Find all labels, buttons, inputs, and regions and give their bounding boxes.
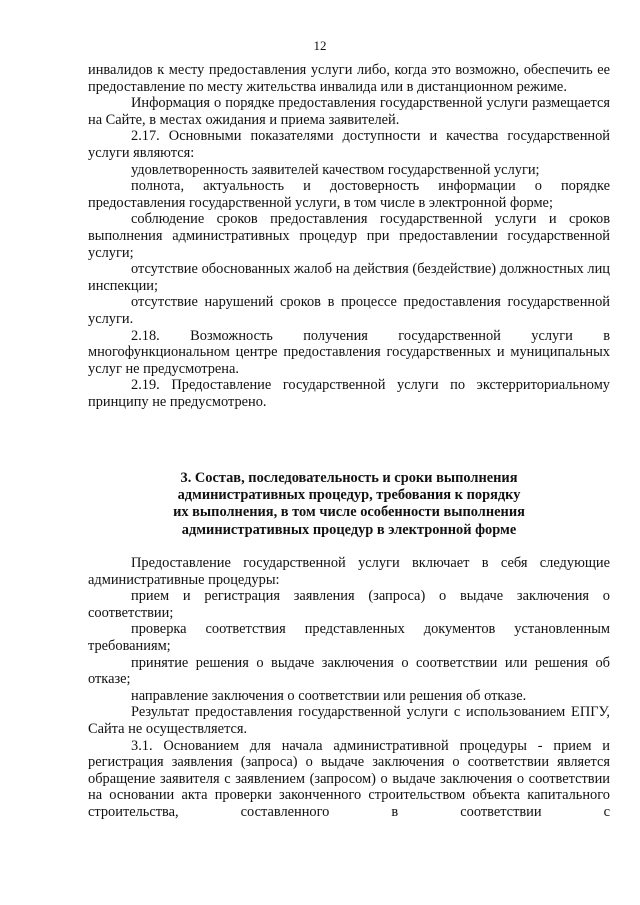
paragraph: направление заключения о соответствии или решения об отказе.	[131, 687, 527, 704]
paragraph: Предоставление государственной услуги включает в себя следующие административные процедуры:	[88, 555, 610, 588]
paragraph: отсутствие нарушений сроков в процессе предоставления государственной услуги.	[88, 294, 610, 327]
paragraph: Результат предоставления государственной услуги с использованием ЕПГУ, Сайта не осуществляется.	[88, 704, 610, 737]
paragraph: 2.19. Предоставление государственной услуги по экстерриториальному принципу не предусмотрено.	[88, 377, 610, 410]
section-heading	[88, 470, 610, 539]
paragraph: отсутствие обоснованных жалоб на действия (бездействие) должностных лиц инспекции;	[88, 261, 610, 294]
paragraph: 3.1. Основанием для начала административной процедуры - прием и регистрация заявления (запроса) о выдаче заключения о соответствии является обращение заявителя с заявлением (запросом) о выдаче заключения о соответствии на основании акта проверки законченного строительством объекта капитального строительства, составленного в соответствии с	[88, 737, 610, 820]
paragraph: проверка соответствия представленных документов установленным требованиям;	[88, 621, 610, 654]
section-heading-line: их выполнения, в том числе особенности выполнения	[173, 504, 525, 521]
paragraph: 2.17. Основными показателями доступности и качества государственной услуги являются:	[88, 128, 610, 161]
page-number: 12	[313, 38, 327, 53]
paragraph: прием и регистрация заявления (запроса) о выдаче заключения о соответствии;	[88, 588, 610, 621]
paragraph: 2.18. Возможность получения государственной услуги в многофункциональном центре предоставления государственных и муниципальных услуг не предусмотрена.	[88, 327, 610, 377]
section-heading-line: административных процедур в электронной форме	[181, 521, 517, 538]
paragraph: Информация о порядке предоставления государственной услуги размещается на Сайте, в местах ожидания и приема заявителей.	[88, 95, 610, 128]
paragraph: инвалидов к месту предоставления услуги либо, когда это возможно, обеспечить ее предоставление по месту жительства инвалида или в дистанционном режиме.	[88, 62, 610, 95]
top-text-block	[88, 62, 610, 410]
paragraph: соблюдение сроков предоставления государственной услуги и сроков выполнения административных процедур при предоставлении государственной услуги;	[88, 211, 610, 261]
bottom-text-block	[88, 555, 610, 821]
section-heading-line: административных процедур, требования к порядку	[177, 487, 521, 504]
paragraph: принятие решения о выдаче заключения о соответствии или решения об отказе;	[88, 654, 610, 688]
paragraph: удовлетворенность заявителей качеством государственной услуги;	[131, 161, 540, 178]
paragraph: полнота, актуальность и достоверность информации о порядке предоставления государственной услуги, в том числе в электронной форме;	[88, 178, 610, 211]
section-heading-line: 3. Состав, последовательность и сроки выполнения	[180, 470, 518, 486]
